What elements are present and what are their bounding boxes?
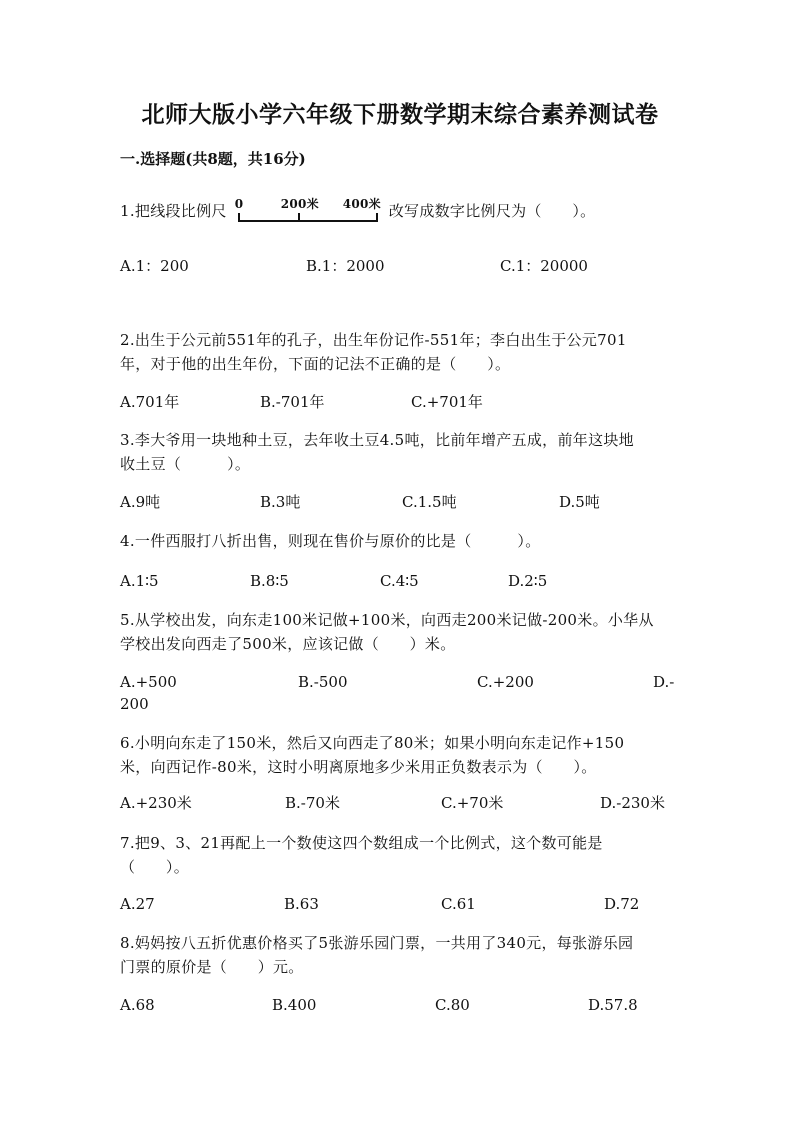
q5-option-c: C.+200 xyxy=(477,673,534,691)
q5-option-d-continued: 200 xyxy=(120,695,149,713)
q4-option-b: B.8∶5 xyxy=(250,572,289,590)
question-6-line-2: 米，向西记作-80米，这时小明离原地多少米用正负数表示为（ ）。 xyxy=(120,758,597,776)
section-heading: 一.选择题(共8题，共16分) xyxy=(120,150,306,168)
q3-option-c: C.1.5吨 xyxy=(402,493,457,511)
question-1-text-after: 改写成数字比例尺为（ ）。 xyxy=(388,202,596,220)
q8-option-b: B.400 xyxy=(272,996,317,1014)
scale-bar-line xyxy=(233,197,383,227)
question-1-text-before: 1.把线段比例尺 xyxy=(120,202,227,220)
question-7 xyxy=(120,831,680,879)
question-2-line-1: 2.出生于公元前551年的孔子，出生年份记作-551年；李白出生于公元701 xyxy=(120,331,627,349)
q7-option-c: C.61 xyxy=(441,895,476,913)
question-6-line-1: 6.小明向东走了150米，然后又向西走了80米；如果小明向东走记作+150 xyxy=(120,734,625,752)
q5-option-a: A.+500 xyxy=(120,673,177,691)
q6-option-d: D.-230米 xyxy=(600,794,665,812)
question-3 xyxy=(120,428,680,476)
q1-option-a: A.1：200 xyxy=(120,257,189,275)
question-1 xyxy=(120,196,680,227)
q2-option-a: A.701年 xyxy=(120,393,180,411)
q2-option-c: C.+701年 xyxy=(411,393,483,411)
q4-option-d: D.2∶5 xyxy=(508,572,548,590)
question-7-line-1: 7.把9、3、21再配上一个数使这四个数组成一个比例式，这个数可能是 xyxy=(120,834,603,852)
q6-option-a: A.+230米 xyxy=(120,794,192,812)
scale-label-0: 0 xyxy=(234,197,244,211)
q6-option-b: B.-70米 xyxy=(285,794,340,812)
question-8 xyxy=(120,931,680,979)
q2-option-b: B.-701年 xyxy=(260,393,325,411)
scale-label-400: 400米 xyxy=(342,197,381,211)
question-7-line-2: （ ）。 xyxy=(120,858,190,876)
scale-bar-figure xyxy=(233,197,383,227)
q4-option-c: C.4∶5 xyxy=(380,572,419,590)
question-3-line-1: 3.李大爷用一块地种土豆，去年收土豆4.5吨，比前年增产五成，前年这块地 xyxy=(120,431,634,449)
question-6 xyxy=(120,731,680,779)
question-4-line-1: 4.一件西服打八折出售，则现在售价与原价的比是（ ）。 xyxy=(120,532,541,550)
q1-option-b: B.1：2000 xyxy=(306,257,385,275)
q8-option-d: D.57.8 xyxy=(588,996,638,1014)
question-3-line-2: 收土豆（ ）。 xyxy=(120,455,251,473)
question-8-line-2: 门票的原价是（ ）元。 xyxy=(120,958,304,976)
question-5-line-2: 学校出发向西走了500米，应该记做（ ）米。 xyxy=(120,635,456,653)
q7-option-a: A.27 xyxy=(120,895,155,913)
q5-option-b: B.-500 xyxy=(298,673,348,691)
q3-option-d: D.5吨 xyxy=(559,493,600,511)
scale-label-200: 200米 xyxy=(280,197,319,211)
question-8-line-1: 8.妈妈按八五折优惠价格买了5张游乐园门票，一共用了340元，每张游乐园 xyxy=(120,934,634,952)
question-5-line-1: 5.从学校出发，向东走100米记做+100米，向西走200米记做-200米。小华从 xyxy=(120,611,654,629)
q6-option-c: C.+70米 xyxy=(441,794,504,812)
q7-option-d: D.72 xyxy=(604,895,640,913)
q7-option-b: B.63 xyxy=(284,895,319,913)
question-2-line-2: 年，对于他的出生年份，下面的记法不正确的是（ ）。 xyxy=(120,355,511,373)
q8-option-a: A.68 xyxy=(120,996,155,1014)
q8-option-c: C.80 xyxy=(435,996,470,1014)
q3-option-a: A.9吨 xyxy=(120,493,161,511)
question-2 xyxy=(120,328,680,376)
question-4 xyxy=(120,529,680,553)
question-5 xyxy=(120,608,680,656)
q5-option-d: D.- xyxy=(653,673,675,691)
q1-option-c: C.1：20000 xyxy=(500,257,588,275)
q4-option-a: A.1∶5 xyxy=(120,572,159,590)
page-title: 北师大版小学六年级下册数学期末综合素养测试卷 xyxy=(141,101,659,128)
q3-option-b: B.3吨 xyxy=(260,493,301,511)
